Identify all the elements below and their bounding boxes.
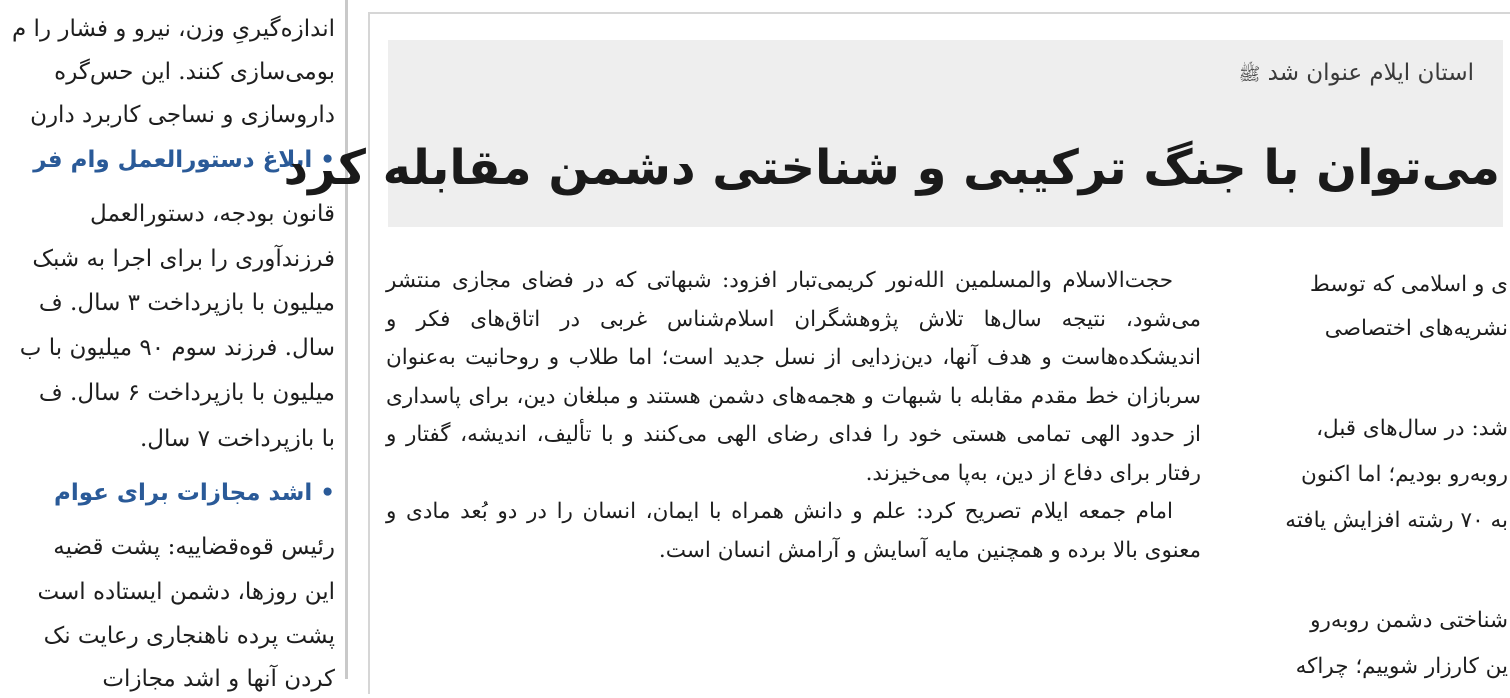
left-text-line: قانون بودجه، دستورالعمل [90, 201, 335, 227]
right-text-line: به ۷۰ رشته افزایش یافته [1285, 508, 1508, 533]
left-text-line: این روزها، دشمن ایستاده است [37, 579, 335, 605]
right-text-line: شد: در سال‌های قبل، [1316, 416, 1508, 441]
right-text-line: روبه‌رو بودیم؛ اما اکنون [1301, 462, 1508, 487]
left-subhead-loan: • ابلاغ دستورالعمل وام فر [33, 147, 335, 173]
left-subhead-punishment: • اشد مجازات برای عوام [54, 480, 335, 506]
article-kicker [1239, 60, 1474, 89]
right-text-line: شناختی دشمن روبه‌رو [1310, 608, 1508, 633]
article-paragraph: امام جمعه ایلام تصریح کرد: علم و دانش همراه با ایمان، انسان را در دو بُعد مادی و معنوی بالا برده و همچنین مایه آسایش و آرامش انسان است. [386, 499, 1201, 563]
left-text-line: پشت پرده ناهنجاری رعایت نک [43, 623, 335, 649]
left-text-line: سال. فرزند سوم ۹۰ میلیون با ب [19, 335, 335, 361]
right-text-line: ین کارزار شوییم؛ چراکه [1295, 654, 1508, 679]
left-text-line: اندازه‌گیریِ وزن، نیرو و فشار را م [12, 16, 335, 42]
left-news-column [0, 0, 345, 692]
left-text-line: داروسازی و نساجی کاربرد دارن [30, 102, 335, 128]
left-text-line: رئیس قوه‌قضاییه: پشت قضیه [53, 534, 335, 560]
left-text-line: با بازپرداخت ۷ سال. [139, 426, 335, 452]
left-text-line: میلیون با بازپرداخت ۶ سال. ف [38, 380, 335, 406]
left-text-line: میلیون با بازپرداخت ۳ سال. ف [38, 290, 335, 316]
left-text-line: کردن آنها و اشد مجازات [102, 666, 335, 692]
right-text-line: نشریه‌های اختصاصی [1324, 316, 1508, 341]
column-divider [345, 0, 348, 679]
article-right-column [1248, 262, 1508, 679]
article-body-column [386, 262, 1201, 570]
article-headline: می‌توان با جنگ ترکیبی و شناختی دشمن مقابله کرد [283, 140, 1500, 196]
left-text-line: فرزندآوری را برای اجرا به شبک [32, 246, 335, 272]
article-paragraph: حجت‌الاسلام والمسلمین الله‌نور کریمی‌تبار افزود: شبهاتی که در فضای مجازی منتشر می‌شود، نتیجه سال‌ها تلاش پژوهشگران اسلام‌شناس غربی در اتاق‌های فکر و اندیشکده‌هاست و هدف آنها، دین‌زدایی از نسل جدید است؛ اما طلاب و روحانیت به‌عنوان سربازان خط مقدم مقابله با شبهات و هجمه‌های دشمن هستند و مبلغان دین، برای پاسداری از حدود الهی تمامی هستی خود را فدای رضای الهی می‌کنند و با تألیف، اندیشه، گفتار و رفتار برای دفاع از دین، به‌پا می‌خیزند. [386, 268, 1201, 486]
kicker-text: استان ایلام عنوان شد [1267, 60, 1474, 86]
right-text-line: ی و اسلامی که توسط [1309, 272, 1508, 297]
honorific-icon: ﷺ [1238, 64, 1261, 85]
left-text-line: بومی‌سازی کنند. این حس‌گره [54, 59, 335, 85]
